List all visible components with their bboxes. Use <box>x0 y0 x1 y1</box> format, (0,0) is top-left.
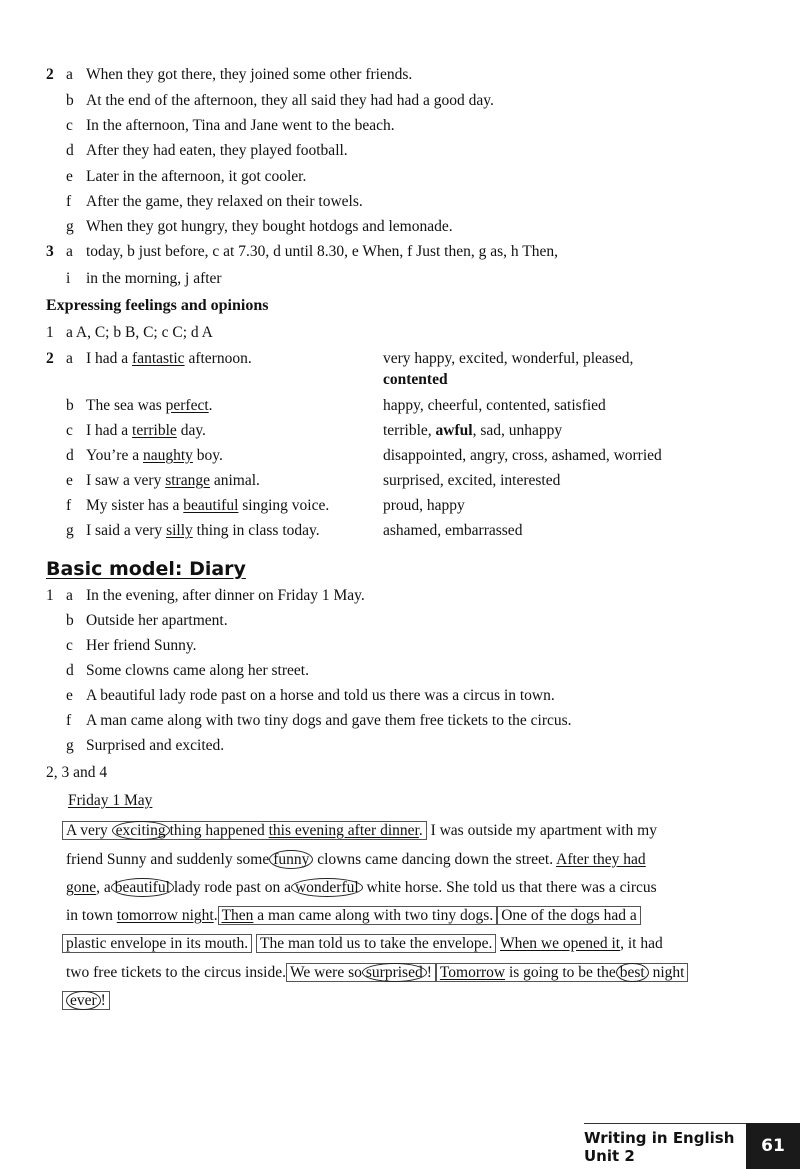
feelings-answer-a-bold: contented <box>383 371 448 388</box>
diary-line-4: in town tomorrow night. Then a man came along with two tiny dogs. One of the dogs had a <box>66 907 641 925</box>
sec2-item-g: g When they got hungry, they bought hotdogs and lemonade. <box>66 218 453 235</box>
sec2-item-e: e Later in the afternoon, it got cooler. <box>66 168 307 185</box>
oval-surprised: surprised <box>362 963 427 982</box>
diary-date: Friday 1 May <box>68 792 153 809</box>
feelings-answer-d: disappointed, angry, cross, ashamed, worried <box>383 447 662 464</box>
page-footer <box>584 1123 800 1169</box>
diary-item-g: g Surprised and excited. <box>66 737 225 754</box>
feelings-answer-e: surprised, excited, interested <box>383 472 561 489</box>
diary-item-a: a In the evening, after dinner on Friday 1 May. <box>66 587 365 604</box>
diary-box-1: A very exciting thing happened this evening after dinner. <box>62 821 427 840</box>
diary-line-7 <box>62 992 110 1010</box>
oval-exciting: exciting <box>112 821 170 840</box>
diary-item-d: d Some clowns came along her street. <box>66 662 309 679</box>
oval-ever: ever <box>66 991 101 1010</box>
feelings-q2-number: 2 <box>46 350 54 367</box>
feelings-row-g: g I said a very silly thing in class today. <box>66 522 320 539</box>
oval-best: best <box>616 963 649 982</box>
feelings-answer-c: terrible, awful, sad, unhappy <box>383 422 563 439</box>
diary-line-1: A very exciting thing happened this evening after dinner. I was outside my apartment with my <box>62 822 657 840</box>
diary-box-dogs: One of the dogs had a <box>497 906 641 925</box>
feelings-row-f: f My sister has a beautiful singing voice. <box>66 497 330 514</box>
diary-box-plastic: plastic envelope in its mouth. <box>62 934 252 953</box>
feelings-row-c: c I had a terrible day. <box>66 422 206 439</box>
diary-q234: 2, 3 and 4 <box>46 764 108 781</box>
oval-beautiful: beautiful <box>111 878 174 897</box>
sec2-item-d: d After they had eaten, they played football. <box>66 142 348 159</box>
diary-box-envelope: The man told us to take the envelope. <box>256 934 496 953</box>
feelings-heading: Expressing feelings and opinions <box>46 297 269 314</box>
feelings-answer-b: happy, cheerful, contented, satisfied <box>383 397 606 414</box>
diary-line-3: gone, a beautiful lady rode past on a wonderful white horse. She told us that there was a circus <box>66 879 657 896</box>
diary-box-then: Then a man came along with two tiny dogs. <box>218 906 498 925</box>
sec3-number: 3 <box>46 243 54 260</box>
diary-item-c: c Her friend Sunny. <box>66 637 197 654</box>
feelings-answer-g: ashamed, embarrassed <box>383 522 523 539</box>
diary-line-5: plastic envelope in its mouth. The man told us to take the envelope. When we opened it, it had <box>62 935 663 953</box>
sec2-number: 2 <box>46 66 54 83</box>
diary-item-e: e A beautiful lady rode past on a horse and told us there was a circus in town. <box>66 687 555 704</box>
feelings-q1: 1 a A, C; b B, C; c C; d A <box>46 324 213 341</box>
diary-box-ever: ever ! <box>62 991 110 1010</box>
diary-line-6: two free tickets to the circus inside. We were so surprised ! Tomorrow is going to be the best night <box>66 964 688 982</box>
sec3-line-2: i in the morning, j after <box>66 270 222 287</box>
feelings-answer-a: very happy, excited, wonderful, pleased, <box>383 350 634 367</box>
diary-heading: Basic model: Diary <box>46 558 246 580</box>
feelings-row-e: e I saw a very strange animal. <box>66 472 260 489</box>
diary-box-tomorrow: Tomorrow is going to be the best night <box>436 963 689 982</box>
diary-item-f: f A man came along with two tiny dogs and gave them free tickets to the circus. <box>66 712 572 729</box>
oval-wonderful: wonderful <box>291 878 363 897</box>
sec2-item-b: b At the end of the afternoon, they all said they had had a good day. <box>66 92 494 109</box>
sec3-line-1: a today, b just before, c at 7.30, d until 8.30, e When, f Just then, g as, h Then, <box>66 243 558 260</box>
oval-funny: funny <box>269 850 313 869</box>
diary-q1-number: 1 <box>46 587 54 604</box>
page-number: 61 <box>746 1123 800 1169</box>
feelings-row-d: d You’re a naughty boy. <box>66 447 223 464</box>
sec2-item-a: a When they got there, they joined some other friends. <box>66 66 413 83</box>
sec2-item-c: c In the afternoon, Tina and Jane went to the beach. <box>66 117 395 134</box>
feelings-answer-f: proud, happy <box>383 497 465 514</box>
feelings-row-b: b The sea was perfect. <box>66 397 213 414</box>
footer-title: Writing in English Unit 2 <box>584 1123 746 1169</box>
diary-line-2: friend Sunny and suddenly some funny clowns came dancing down the street. After they had <box>66 851 646 868</box>
diary-item-b: b Outside her apartment. <box>66 612 228 629</box>
sec2-item-f: f After the game, they relaxed on their towels. <box>66 193 363 210</box>
feelings-row-a: a I had a fantastic afternoon. <box>66 350 252 367</box>
diary-box-surprised: We were so surprised ! <box>286 963 436 982</box>
